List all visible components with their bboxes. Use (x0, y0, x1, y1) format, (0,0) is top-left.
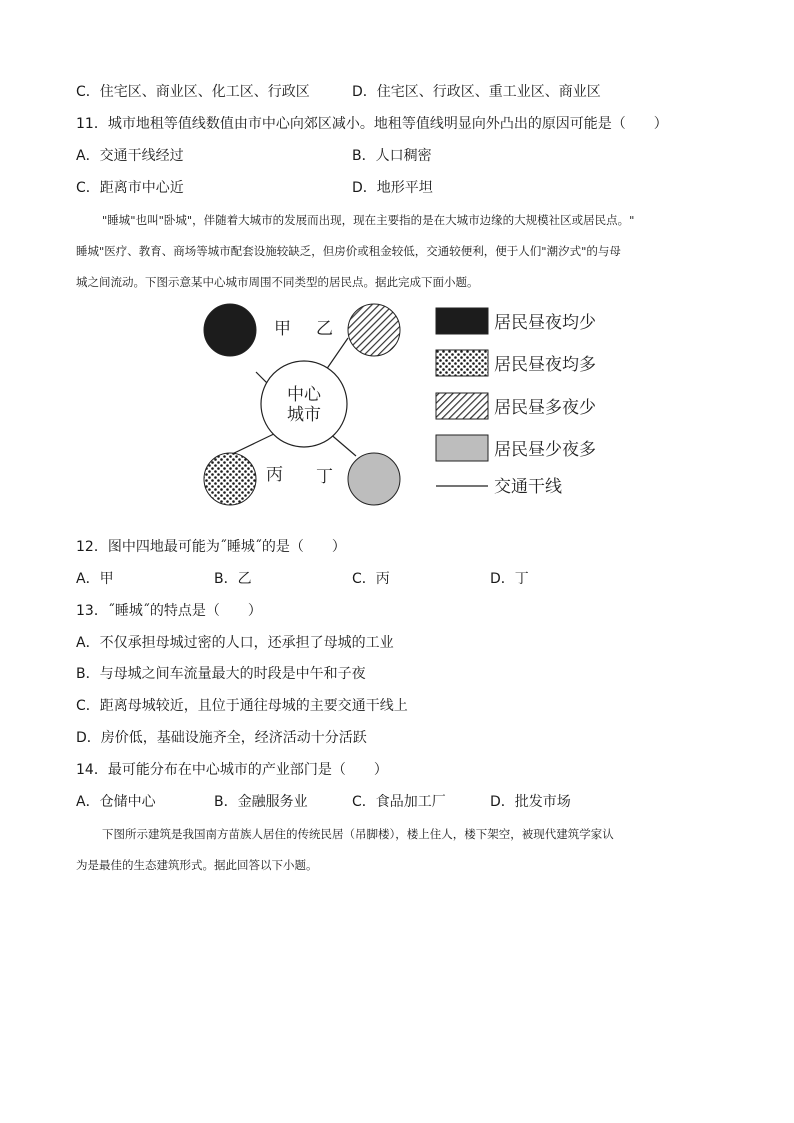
q14-option-d: D．批发市场 (490, 794, 571, 810)
q10-option-d: D．住宅区、行政区、重工业区、商业区 (352, 84, 601, 100)
legend-swatch-day (436, 393, 488, 419)
q13-stem: 13．˝睡城˝的特点是（ ） (76, 603, 262, 619)
site-label-yi: 乙 (316, 319, 333, 339)
traffic-line-bing (228, 432, 278, 456)
q13-option-d: D．房价低，基础设施齐全，经济活动十分活跃 (76, 730, 367, 746)
q11-option-b: B．人口稠密 (352, 148, 432, 164)
site-label-bing: 丙 (266, 465, 283, 485)
legend-label-day: 居民昼多夜少 (494, 398, 596, 418)
settlement-ding-circle (348, 453, 400, 505)
legend-label-low: 居民昼夜均少 (494, 313, 596, 333)
legend-swatch-night (436, 435, 488, 461)
passage2-line-2: 为是最佳的生态建筑形式。据此回答以下小题。 (76, 858, 318, 872)
q12-option-c: C．丙 (352, 571, 390, 587)
legend-label-high: 居民昼夜均多 (494, 355, 596, 375)
passage2-line-1: 下图所示建筑是我国南方苗族人居住的传统民居（吊脚楼），楼上住人，楼下架空，被现代建筑学家认 (102, 827, 614, 841)
q13-option-c: C．距离母城较近，且位于通往母城的主要交通干线上 (76, 698, 408, 714)
q13-option-a: A．不仅承担母城过密的人口，还承担了母城的工业 (76, 635, 394, 651)
legend-swatch-low (436, 308, 488, 334)
passage1-line-2: 睡城"医疗、教育、商场等城市配套设施较缺乏，但房价或租金较低，交通较便利，便于人们"潮汐式"的与母 (76, 244, 621, 258)
central-city-label-2: 城市 (287, 405, 321, 425)
site-label-ding: 丁 (316, 467, 333, 487)
q14-option-b: B．金融服务业 (214, 794, 308, 810)
settlement-bing-circle (204, 453, 256, 505)
q12-stem: 12．图中四地最可能为˝睡城˝的是（ ） (76, 539, 346, 555)
legend-swatch-high (436, 350, 488, 376)
legend-label-traffic: 交通干线 (494, 477, 562, 497)
q14-stem: 14．最可能分布在中心城市的产业部门是（ ） (76, 762, 388, 778)
passage1-line-3: 城之间流动。下图示意某中心城市周围不同类型的居民点。据此完成下面小题。 (76, 275, 479, 289)
settlement-diagram (196, 296, 616, 512)
traffic-line-yi (326, 338, 348, 370)
q11-option-c: C．距离市中心近 (76, 180, 184, 196)
site-label-jia: 甲 (274, 319, 291, 339)
q12-option-a: A．甲 (76, 571, 114, 587)
q12-option-b: B．乙 (214, 571, 252, 587)
q11-option-a: A．交通干线经过 (76, 148, 184, 164)
central-city-label-1: 中心 (287, 385, 321, 405)
q14-option-c: C．食品加工厂 (352, 794, 446, 810)
legend-label-night: 居民昼少夜多 (494, 440, 596, 460)
settlement-yi-circle (348, 304, 400, 356)
q11-option-d: D．地形平坦 (352, 180, 433, 196)
q14-option-a: A．仓储中心 (76, 794, 156, 810)
settlement-jia-circle (204, 304, 256, 356)
passage1-line-1: "睡城"也叫"卧城"，伴随着大城市的发展而出现，现在主要指的是在大城市边缘的大规模社区或居民点。" (102, 213, 635, 227)
q10-option-c: C．住宅区、商业区、化工区、行政区 (76, 84, 310, 100)
q12-option-d: D．丁 (490, 571, 529, 587)
q11-stem: 11．城市地租等值线数值由市中心向郊区减小。地租等值线明显向外凸出的原因可能是（ ） (76, 116, 668, 132)
q13-option-b: B．与母城之间车流量最大的时段是中午和子夜 (76, 666, 366, 682)
